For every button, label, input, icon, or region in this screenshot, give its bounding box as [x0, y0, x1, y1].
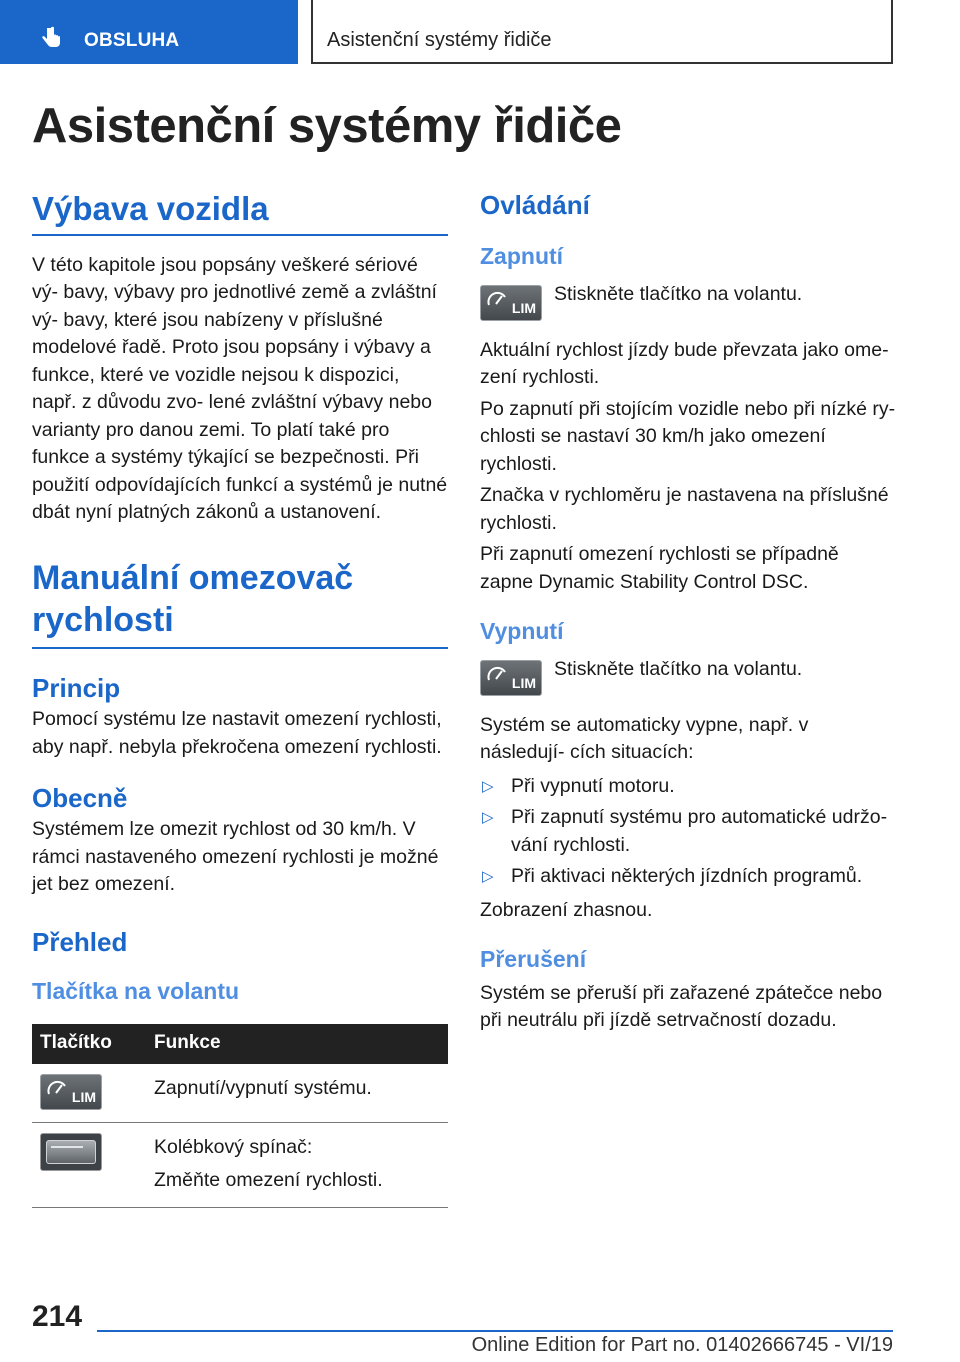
- speedometer-icon: [47, 1080, 69, 1096]
- table-header-row: [32, 1024, 448, 1064]
- speedometer-icon: [487, 666, 509, 682]
- lim-label: LIM: [511, 299, 536, 316]
- lim-button-icon: [480, 660, 542, 696]
- header-tab: [0, 0, 298, 64]
- list-item: [480, 804, 896, 859]
- table-row: [32, 1122, 448, 1207]
- subsection-title-tlacitka: Tlačítka na volantu: [32, 978, 240, 1004]
- lim-label: LIM: [71, 1088, 96, 1105]
- left-column: [32, 190, 448, 1208]
- obecne-paragraph: Systémem lze omezit rychlost od 30 km/h. V rámci nastaveného omezení rychlosti je možné jet bez omezení.: [32, 818, 439, 896]
- vypnuti-paragraph-1: Systém se automaticky vypne, např. v následují- cích situacích:: [480, 713, 809, 764]
- triangle-bullet-icon: ▷: [482, 868, 494, 886]
- subsection-title-prehled: Přehled: [32, 926, 128, 957]
- subsection-title-princip: Princip: [32, 672, 121, 703]
- situations-list: [480, 773, 896, 891]
- table-row: [32, 1064, 448, 1123]
- section-title-ovladani: Ovládání: [480, 190, 590, 220]
- vybava-paragraph: V této kapitole jsou popsány veškeré sériové vý- bavy, výbavy pro jednotlivé země a zvláštní vý- bavy, které jsou nabízeny v příslušné modelové řadě. Proto jsou popsány i výbavy a funkce, které ve vozidle nejsou k dispozici, např. z důvodu zvo- lené zvláštní výbavy nebo varianty pro danou zemi. To platí také pro funkce a systémy týkající se bezpečnosti. Při použití odpovídajících funkcí a systémů je nutné dbát nyní platných zákonů a ustanovení.: [32, 253, 448, 524]
- vypnuti-button-row: [480, 656, 896, 696]
- right-column: [480, 190, 896, 1035]
- subsection-title-preruseni: Přerušení: [480, 946, 587, 973]
- table-cell-icon: [32, 1122, 146, 1207]
- function-text: Zapnutí/vypnutí systému.: [154, 1076, 372, 1099]
- section-title-omezovac: Manuální omezovač rychlosti: [32, 557, 448, 649]
- lim-button-icon: [480, 285, 542, 321]
- table-header-function: Funkce: [146, 1024, 448, 1064]
- table-cell-function: [146, 1064, 448, 1123]
- triangle-bullet-icon: ▷: [482, 777, 494, 795]
- header-section-box: [311, 0, 893, 64]
- function-text: Kolébkový spínač:: [154, 1135, 313, 1158]
- triangle-bullet-icon: ▷: [482, 809, 494, 827]
- list-item-text: Při vypnutí motoru.: [511, 774, 675, 797]
- vypnuti-paragraph-2: Zobrazení zhasnou.: [480, 898, 653, 921]
- subsection-title-vypnuti: Vypnutí: [480, 618, 564, 645]
- preruseni-paragraph: Systém se přeruší při zařazené zpátečce nebo při neutrálu při jízdě setrvačností dozadu.: [480, 981, 883, 1032]
- subsection-title-zapnuti: Zapnutí: [480, 243, 564, 270]
- zapnuti-paragraph-4: Při zapnutí omezení rychlosti se případně zapne Dynamic Stability Control DSC.: [480, 543, 839, 593]
- function-text: Změňte omezení rychlosti.: [154, 1168, 383, 1191]
- buttons-table: [32, 1024, 448, 1208]
- header-tab-label: OBSLUHA: [84, 30, 180, 51]
- list-item: [480, 773, 896, 801]
- list-item-text: Při zapnutí systému pro automatické udržo- vání rychlosti.: [511, 806, 888, 856]
- list-item-text: Při aktivaci některých jízdních programů.: [511, 865, 863, 888]
- speedometer-icon: [487, 291, 509, 307]
- rocker-switch-icon: [40, 1133, 102, 1171]
- list-item: [480, 863, 896, 891]
- lim-label: LIM: [511, 674, 536, 691]
- zapnuti-paragraph-3: Značka v rychloměru je nastavena na příslušné rychlosti.: [480, 484, 889, 534]
- table-header-button: Tlačítko: [32, 1024, 146, 1064]
- header-section-title: Asistenční systémy řidiče: [327, 29, 552, 51]
- lim-button-icon: [40, 1074, 102, 1110]
- table-cell-icon: [32, 1064, 146, 1123]
- vypnuti-button-text: Stiskněte tlačítko na volantu.: [554, 657, 803, 680]
- page-title: Asistenční systémy řidiče: [32, 99, 622, 153]
- zapnuti-button-text: Stiskněte tlačítko na volantu.: [554, 282, 803, 305]
- zapnuti-paragraph-2: Po zapnutí při stojícím vozidle nebo při nízké ry- chlosti se nastaví 30 km/h jako omezení rychlosti.: [480, 397, 896, 475]
- princip-paragraph: Pomocí systému lze nastavit omezení rychlosti, aby např. nebyla překročena omezení rychlosti.: [32, 708, 442, 758]
- zapnuti-paragraph-1: Aktuální rychlost jízdy bude převzata jako ome- zení rychlosti.: [480, 338, 889, 389]
- zapnuti-button-row: [480, 281, 896, 321]
- footer-edition: Online Edition for Part no. 01402666745 - VI/19: [471, 1334, 893, 1356]
- subsection-title-obecne: Obecně: [32, 783, 128, 814]
- page-number: 214: [32, 1300, 83, 1333]
- table-cell-function: [146, 1122, 448, 1207]
- hand-pointer-icon: [38, 26, 64, 52]
- footer-rule: [97, 1330, 893, 1332]
- section-title-vybava: Výbava vozidla: [32, 190, 448, 236]
